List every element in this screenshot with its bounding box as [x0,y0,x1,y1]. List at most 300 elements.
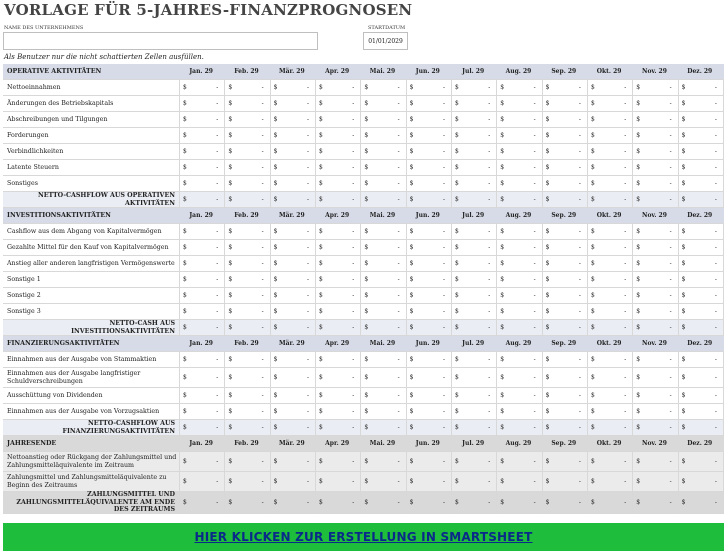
cell-value: - [714,196,717,203]
value-cell[interactable] [225,304,270,319]
currency-symbol: $ [454,180,459,187]
value-cell[interactable] [361,352,406,367]
value-cell[interactable] [679,224,724,239]
value-cell [271,452,316,471]
month-header: Aug. 29 [505,440,532,447]
value-cell[interactable] [588,176,633,191]
month-header: Feb. 29 [234,340,259,347]
value-cell[interactable] [588,224,633,239]
currency-symbol: $ [545,100,550,107]
cell-value: - [397,308,400,315]
total-value-cell [361,492,406,513]
value-cell[interactable] [225,160,270,175]
value-cell[interactable] [271,352,316,367]
value-cell[interactable] [180,368,225,387]
cell-value: - [306,408,309,415]
value-cell[interactable] [225,240,270,255]
value-cell[interactable] [679,352,724,367]
cell-value: - [624,244,627,251]
value-cell[interactable] [543,352,588,367]
value-cell[interactable] [271,112,316,127]
value-cell[interactable] [543,404,588,419]
value-cell[interactable] [361,272,406,287]
value-cell[interactable] [361,160,406,175]
value-cell[interactable] [497,96,542,111]
currency-symbol: $ [545,244,550,251]
value-cell[interactable] [452,256,497,271]
value-cell[interactable] [407,288,452,303]
currency-symbol: $ [545,292,550,299]
currency-symbol: $ [545,458,550,465]
value-cell[interactable] [497,144,542,159]
value-cell[interactable] [271,176,316,191]
cell-value: - [261,478,264,485]
currency-symbol: $ [590,132,595,139]
value-cell[interactable] [452,80,497,95]
value-cell[interactable] [271,128,316,143]
total-label: ZAHLUNGSMITTEL UND ZAHLUNGSMITTELÄQUIVALENTE AM ENDE DES ZEITRAUMS [3,492,180,513]
value-cell[interactable] [452,128,497,143]
month-header: Jun. 29 [415,68,440,75]
value-cell[interactable] [180,144,225,159]
value-cell[interactable] [679,144,724,159]
value-cell[interactable] [588,240,633,255]
value-cell[interactable] [180,272,225,287]
currency-symbol: $ [409,374,414,381]
value-cell[interactable] [588,144,633,159]
value-cell[interactable] [407,304,452,319]
value-cell[interactable] [633,112,678,127]
value-cell[interactable] [497,160,542,175]
value-cell [316,472,361,491]
smartsheet-cta-label[interactable]: HIER KLICKEN ZUR ERSTELLUNG IN SMARTSHEET [194,530,533,544]
value-cell[interactable] [407,160,452,175]
cell-value: - [578,196,581,203]
cell-value: - [488,244,491,251]
value-cell[interactable] [271,96,316,111]
currency-symbol: $ [681,100,686,107]
cell-value: - [714,148,717,155]
value-cell[interactable] [180,388,225,403]
value-cell[interactable] [361,112,406,127]
total-value-cell [271,320,316,335]
value-cell[interactable] [543,160,588,175]
value-cell[interactable] [452,404,497,419]
section-header-row [3,336,724,352]
cell-value: - [216,458,219,465]
value-cell[interactable] [180,304,225,319]
cell-value: - [624,458,627,465]
value-cell[interactable] [225,96,270,111]
total-value-cell [497,492,542,513]
value-cell[interactable] [225,388,270,403]
value-cell[interactable] [361,304,406,319]
value-cell[interactable] [225,176,270,191]
value-cell[interactable] [316,176,361,191]
value-cell[interactable] [452,160,497,175]
value-cell[interactable] [543,128,588,143]
cell-value: - [352,100,355,107]
value-cell[interactable] [225,288,270,303]
value-cell[interactable] [225,80,270,95]
value-cell[interactable] [679,388,724,403]
cell-value: - [533,374,536,381]
value-cell[interactable] [225,112,270,127]
month-header: Jan. 29 [189,212,213,219]
currency-symbol: $ [590,260,595,267]
currency-symbol: $ [590,324,595,331]
value-cell[interactable] [497,128,542,143]
cell-value: - [488,308,491,315]
value-cell[interactable] [452,272,497,287]
value-cell[interactable] [679,96,724,111]
value-cell[interactable] [407,112,452,127]
value-cell[interactable] [452,112,497,127]
value-cell[interactable] [271,256,316,271]
value-cell[interactable] [633,388,678,403]
value-cell[interactable] [633,288,678,303]
value-cell[interactable] [180,176,225,191]
cell-value: - [442,356,445,363]
value-cell[interactable] [225,128,270,143]
value-cell[interactable] [679,368,724,387]
value-cell[interactable] [407,240,452,255]
value-cell[interactable] [407,96,452,111]
section-header-label: FINANZIERUNGSAKTIVITÄTEN [7,339,120,347]
value-cell[interactable] [452,96,497,111]
value-cell[interactable] [316,404,361,419]
value-cell[interactable] [225,256,270,271]
currency-symbol: $ [636,196,641,203]
value-cell[interactable] [316,388,361,403]
value-cell[interactable] [679,240,724,255]
value-cell[interactable] [316,224,361,239]
value-cell[interactable] [679,112,724,127]
value-cell[interactable] [361,80,406,95]
value-cell[interactable] [588,304,633,319]
value-cell[interactable] [452,368,497,387]
value-cell[interactable] [180,112,225,127]
value-cell[interactable] [633,404,678,419]
value-cell[interactable] [543,96,588,111]
value-cell[interactable] [316,352,361,367]
value-cell[interactable] [271,144,316,159]
value-cell[interactable] [271,368,316,387]
cell-value: - [714,478,717,485]
value-cell[interactable] [543,112,588,127]
value-cell[interactable] [633,240,678,255]
cell-value: - [306,164,309,171]
value-cell[interactable] [361,144,406,159]
value-cell[interactable] [633,368,678,387]
value-cell[interactable] [497,352,542,367]
value-cell[interactable] [588,404,633,419]
total-value-cell [271,420,316,435]
value-cell[interactable] [497,404,542,419]
value-cell[interactable] [180,96,225,111]
value-cell[interactable] [543,288,588,303]
value-cell[interactable] [679,128,724,143]
value-cell[interactable] [180,128,225,143]
value-cell[interactable] [407,404,452,419]
value-cell[interactable] [271,240,316,255]
value-cell[interactable] [316,128,361,143]
value-cell[interactable] [316,160,361,175]
currency-symbol: $ [500,374,505,381]
value-cell[interactable] [225,404,270,419]
value-cell[interactable] [452,388,497,403]
value-cell[interactable] [180,404,225,419]
value-cell[interactable] [588,352,633,367]
cell-value: - [624,180,627,187]
value-cell[interactable] [225,144,270,159]
value-cell[interactable] [588,368,633,387]
value-cell[interactable] [407,224,452,239]
value-cell[interactable] [271,160,316,175]
currency-symbol: $ [545,180,550,187]
value-cell[interactable] [543,224,588,239]
value-cell[interactable] [271,388,316,403]
value-cell[interactable] [407,272,452,287]
value-cell[interactable] [316,144,361,159]
value-cell[interactable] [588,288,633,303]
value-cell[interactable] [679,80,724,95]
cell-value: - [442,260,445,267]
value-cell[interactable] [407,352,452,367]
value-cell[interactable] [633,160,678,175]
currency-symbol: $ [318,244,323,251]
value-cell[interactable] [679,272,724,287]
value-cell[interactable] [407,128,452,143]
value-cell[interactable] [497,240,542,255]
value-cell[interactable] [225,272,270,287]
value-cell[interactable] [361,128,406,143]
total-value-cell [633,192,678,207]
value-cell[interactable] [452,176,497,191]
value-cell[interactable] [679,256,724,271]
value-cell[interactable] [316,288,361,303]
value-cell[interactable] [588,256,633,271]
value-cell[interactable] [543,304,588,319]
value-cell[interactable] [497,288,542,303]
value-cell[interactable] [316,96,361,111]
value-cell[interactable] [361,388,406,403]
currency-symbol: $ [681,148,686,155]
value-cell[interactable] [497,224,542,239]
currency-symbol: $ [318,100,323,107]
cell-value: - [714,132,717,139]
value-cell[interactable] [316,368,361,387]
value-cell[interactable] [407,256,452,271]
value-cell[interactable] [497,176,542,191]
currency-symbol: $ [183,84,187,91]
value-cell[interactable] [633,80,678,95]
value-cell[interactable] [497,80,542,95]
total-value-cell [316,192,361,207]
value-cell[interactable] [633,96,678,111]
value-cell[interactable] [271,224,316,239]
value-cell[interactable] [497,272,542,287]
value-cell[interactable] [271,272,316,287]
value-cell[interactable] [543,256,588,271]
value-cell[interactable] [543,272,588,287]
value-cell[interactable] [497,304,542,319]
currency-symbol: $ [273,116,278,123]
value-cell[interactable] [588,272,633,287]
value-cell[interactable] [679,288,724,303]
cell-value: - [216,100,219,107]
company-name-input[interactable] [3,32,318,50]
value-cell[interactable] [633,304,678,319]
value-cell[interactable] [180,256,225,271]
currency-symbol: $ [500,499,505,506]
value-cell[interactable] [588,160,633,175]
value-cell[interactable] [543,176,588,191]
month-header: Dez. 29 [687,340,713,347]
value-cell[interactable] [588,388,633,403]
cell-value: - [624,308,627,315]
cell-value: - [578,324,581,331]
value-cell[interactable] [452,352,497,367]
value-cell[interactable] [452,144,497,159]
cell-value: - [216,132,219,139]
value-cell[interactable] [633,256,678,271]
value-cell[interactable] [679,304,724,319]
value-cell[interactable] [633,352,678,367]
value-cell[interactable] [271,288,316,303]
value-cell[interactable] [225,224,270,239]
value-cell[interactable] [271,80,316,95]
currency-symbol: $ [500,132,505,139]
cell-value: - [306,392,309,399]
value-cell[interactable] [180,240,225,255]
value-cell[interactable] [407,176,452,191]
value-cell[interactable] [361,96,406,111]
value-cell[interactable] [633,144,678,159]
value-cell [225,472,270,491]
value-cell[interactable] [543,80,588,95]
smartsheet-cta-button[interactable] [3,523,724,551]
value-cell[interactable] [361,240,406,255]
cell-value: - [624,324,627,331]
cell-value: - [533,356,536,363]
currency-symbol: $ [454,132,459,139]
cell-value: - [397,244,400,251]
value-cell[interactable] [679,160,724,175]
value-cell[interactable] [180,160,225,175]
cell-value: - [397,84,400,91]
value-cell[interactable] [225,352,270,367]
value-cell[interactable] [180,224,225,239]
value-cell[interactable] [543,240,588,255]
cell-value: - [442,424,445,431]
value-cell[interactable] [452,240,497,255]
cell-value: - [261,292,264,299]
currency-symbol: $ [545,148,550,155]
currency-symbol: $ [364,132,369,139]
value-cell[interactable] [588,80,633,95]
value-cell[interactable] [271,404,316,419]
cell-value: - [578,478,581,485]
value-cell[interactable] [679,404,724,419]
value-cell[interactable] [497,388,542,403]
value-cell[interactable] [407,144,452,159]
value-cell[interactable] [543,368,588,387]
value-cell[interactable] [679,176,724,191]
value-cell[interactable] [225,368,270,387]
value-cell[interactable] [407,80,452,95]
value-cell[interactable] [180,80,225,95]
currency-symbol: $ [409,392,414,399]
value-cell[interactable] [452,288,497,303]
value-cell[interactable] [316,80,361,95]
currency-symbol: $ [590,164,595,171]
value-cell[interactable] [316,112,361,127]
value-cell[interactable] [316,256,361,271]
value-cell [361,472,406,491]
currency-symbol: $ [636,132,641,139]
value-cell[interactable] [452,304,497,319]
total-value-cell [633,420,678,435]
value-cell[interactable] [588,128,633,143]
start-date-input[interactable]: 01/01/2029 [363,32,408,50]
total-value-cell [452,320,497,335]
value-cell[interactable] [316,272,361,287]
value-cell[interactable] [497,368,542,387]
value-cell[interactable] [316,304,361,319]
currency-symbol: $ [636,478,641,485]
value-cell[interactable] [361,224,406,239]
value-cell[interactable] [543,388,588,403]
currency-symbol: $ [636,324,641,331]
cell-value: - [397,196,400,203]
value-cell[interactable] [633,272,678,287]
total-value-cell [407,192,452,207]
value-cell[interactable] [407,388,452,403]
value-cell[interactable] [361,404,406,419]
value-cell[interactable] [407,368,452,387]
cell-value: - [669,292,672,299]
value-cell[interactable] [543,144,588,159]
cell-value: - [714,324,717,331]
value-cell[interactable] [633,224,678,239]
value-cell[interactable] [180,352,225,367]
value-cell[interactable] [180,288,225,303]
value-cell[interactable] [361,176,406,191]
value-cell[interactable] [588,96,633,111]
currency-symbol: $ [228,458,233,465]
currency-symbol: $ [364,458,369,465]
value-cell[interactable] [271,304,316,319]
cell-value: - [352,458,355,465]
value-cell[interactable] [361,368,406,387]
value-cell[interactable] [633,128,678,143]
currency-symbol: $ [500,116,505,123]
value-cell[interactable] [633,176,678,191]
value-cell[interactable] [316,240,361,255]
cell-value: - [533,148,536,155]
value-cell[interactable] [452,224,497,239]
cell-value: - [216,292,219,299]
total-value-cell [361,192,406,207]
value-cell[interactable] [361,288,406,303]
value-cell[interactable] [361,256,406,271]
value-cell[interactable] [497,256,542,271]
cell-value: - [533,408,536,415]
value-cell[interactable] [588,112,633,127]
value-cell[interactable] [497,112,542,127]
cell-value: - [714,180,717,187]
